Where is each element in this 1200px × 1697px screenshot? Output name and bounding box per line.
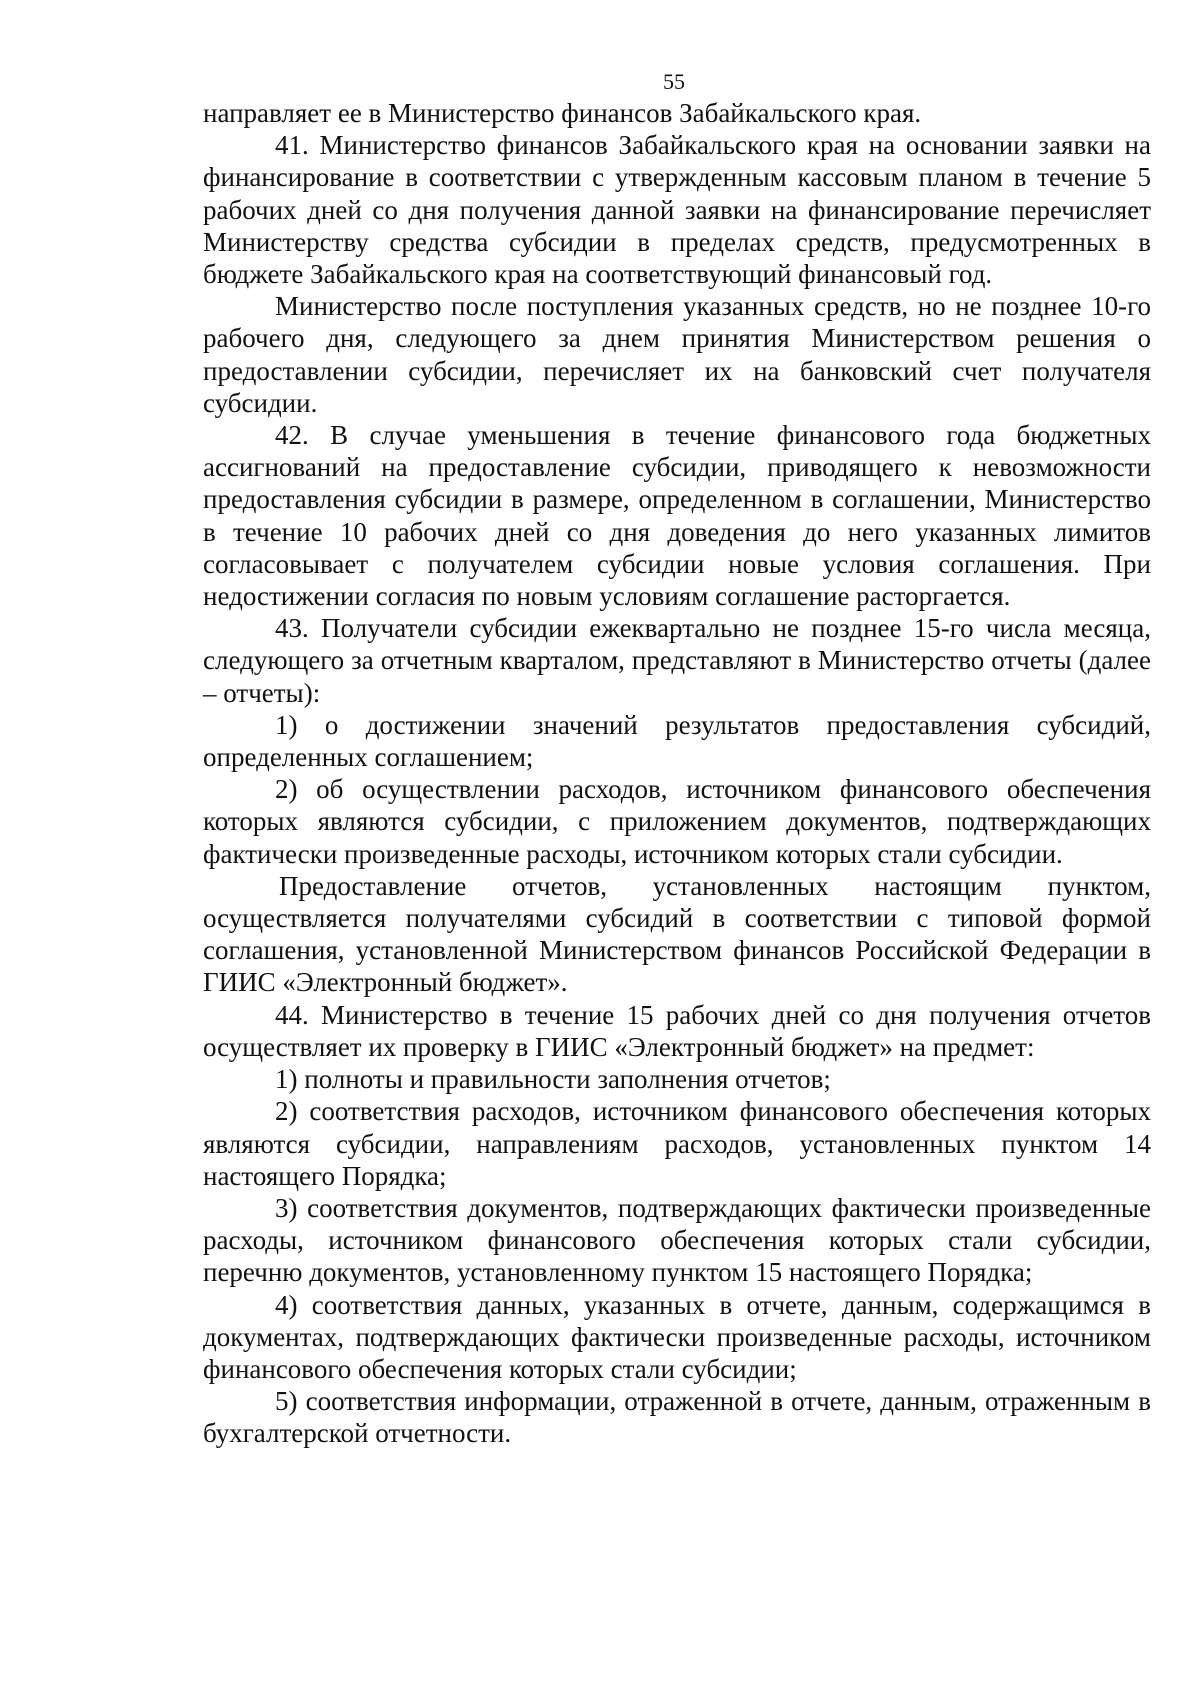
list-item-44-4: 4) соответствия данных, указанных в отчете, данным, содержащимся в документах, подтверждающих фактически произведенные расходы, источником финансового обеспечения которых стали субсидии; [203, 1289, 1151, 1384]
document-body [203, 97, 1151, 1450]
list-item-43-2: 2) об осуществлении расходов, источником финансового обеспечения которых являются субсидии, с приложением документов, подтверждающих фактически произведенные расходы, источником которых стали субсидии. [203, 774, 1151, 869]
list-item-44-2: 2) соответствия расходов, источником финансового обеспечения которых являются субсидии, направлениям расходов, установленных пунктом 14 настоящего Порядка; [203, 1096, 1151, 1191]
list-item-43-1: 1) о достижении значений результатов предоставления субсидий, определенных соглашением; [203, 709, 1151, 773]
list-item-44-1: 1) полноты и правильности заполнения отчетов; [275, 1064, 831, 1095]
page-number: 55 [663, 69, 685, 94]
paragraph-continuation: направляет ее в Министерство финансов Забайкальского края. [203, 98, 922, 128]
paragraph-item-44: 44. Министерство в течение 15 рабочих дней со дня получения отчетов осуществляет их проверку в ГИИС «Электронный бюджет» на предмет: [203, 999, 1151, 1062]
paragraph-item-43: 43. Получатели субсидии ежеквартально не позднее 15-го числа месяца, следующего за отчетным кварталом, представляют в Министерство отчеты (далее – отчеты): [203, 613, 1151, 708]
paragraph-transfer-terms: Министерство после поступления указанных средств, но не позднее 10-го рабочего дня, следующего за днем принятия Министерством решения о предоставлении субсидии, перечисляет их на банковский счет получателя субсидии. [203, 291, 1151, 418]
paragraph-item-41: 41. Министерство финансов Забайкальского края на основании заявки на финансирование в соответствии с утвержденным кассовым планом в течение 5 рабочих дней со дня получения данной заявки на финансирование перечисляет Министерству средства субсидии в пределах средств, предусмотренных в бюджете Забайкальского края на соответствующий финансовый год. [203, 130, 1151, 290]
list-item-44-3: 3) соответствия документов, подтверждающих фактически произведенные расходы, источником финансового обеспечения которых стали субсидии, перечню документов, установленному пунктом 15 настоящего Порядка; [203, 1192, 1151, 1288]
paragraph-item-42: 42. В случае уменьшения в течение финансового года бюджетных ассигнований на предоставление субсидии, приводящего к невозможности предоставления субсидии в размере, определенном в соглашении, Министерство в течение 10 рабочих дней со дня доведения до него указанных лимитов согласовывает с получателем субсидии новые условия соглашения. При недостижении согласия по новым условиям соглашение расторгается. [203, 420, 1151, 612]
paragraph-reports-form: Предоставление отчетов, установленных настоящим пунктом, осуществляется получателями субсидий в соответствии с типовой формой соглашения, установленной Министерством финансов Российской Федерации в ГИИС «Электронный бюджет». [203, 870, 1151, 998]
list-item-44-5: 5) соответствия информации, отраженной в отчете, данным, отраженным в бухгалтерской отчетности. [203, 1386, 1151, 1449]
